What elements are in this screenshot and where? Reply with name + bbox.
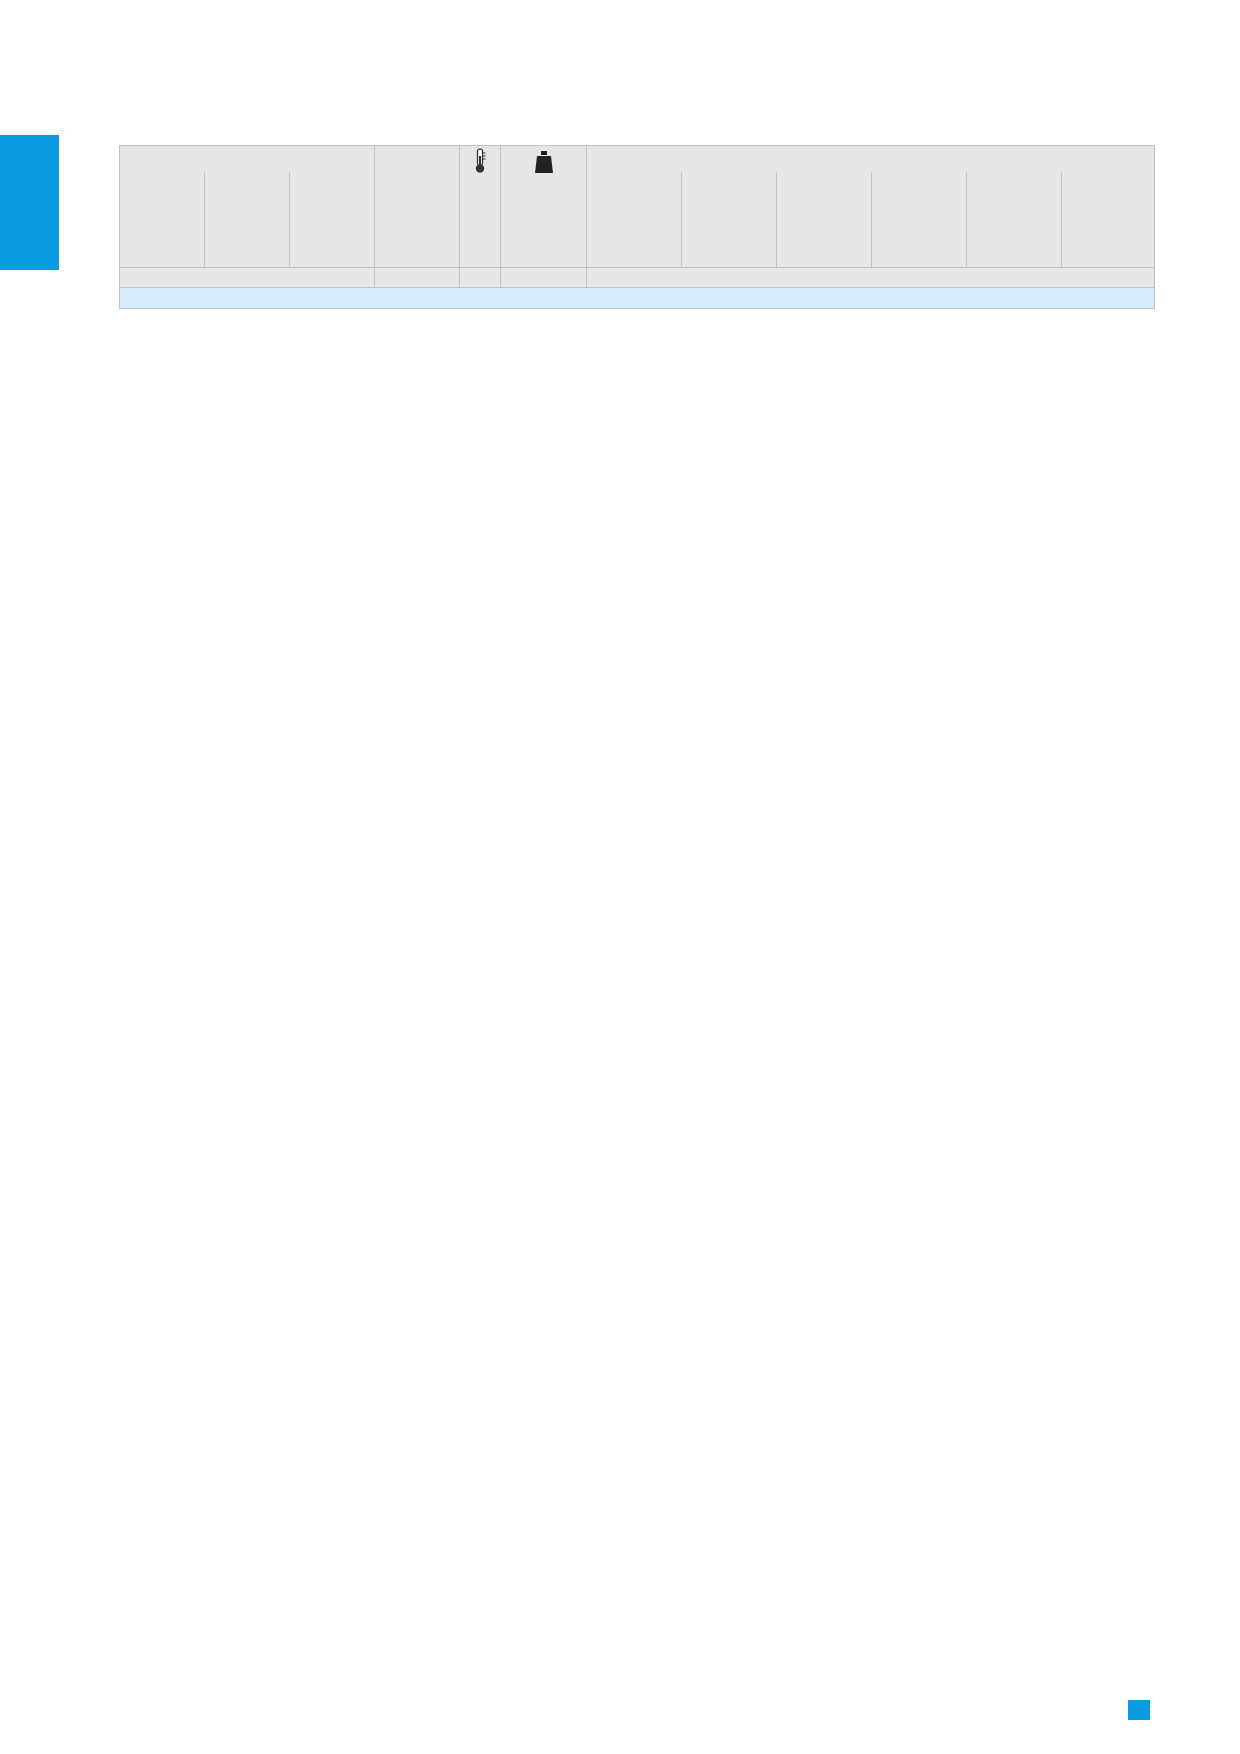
thermometer-icon: [473, 148, 487, 174]
unit-mm: [120, 268, 375, 288]
art-col-0-header: [587, 172, 682, 268]
unit-size-mm: [375, 268, 460, 288]
art-no-header: [587, 146, 1155, 172]
weight-icon: [534, 150, 554, 174]
dimensions-header: [120, 146, 375, 172]
temperature-header: [460, 146, 501, 268]
unit-art-blank: [587, 268, 1155, 288]
weight-header: [501, 146, 587, 268]
art-col-4-header: [967, 172, 1062, 268]
group-title: [120, 288, 1155, 309]
halder-logo: [1128, 1700, 1154, 1720]
art-col-5-header: [1062, 172, 1155, 268]
unit-temp: [460, 268, 501, 288]
order-table: [119, 145, 1155, 309]
col-l2-header: [290, 172, 375, 268]
chapter-tab[interactable]: [0, 135, 59, 270]
col-l-header: [120, 172, 205, 268]
col-l1-header: [205, 172, 290, 268]
unit-weight: [501, 268, 587, 288]
logo-mark-icon: [1128, 1700, 1150, 1720]
suitable-size-header: [375, 146, 460, 268]
art-col-1-header: [682, 172, 777, 268]
order-table-body: [120, 288, 1155, 309]
art-col-3-header: [872, 172, 967, 268]
art-col-2-header: [777, 172, 872, 268]
group-row: [120, 288, 1155, 309]
